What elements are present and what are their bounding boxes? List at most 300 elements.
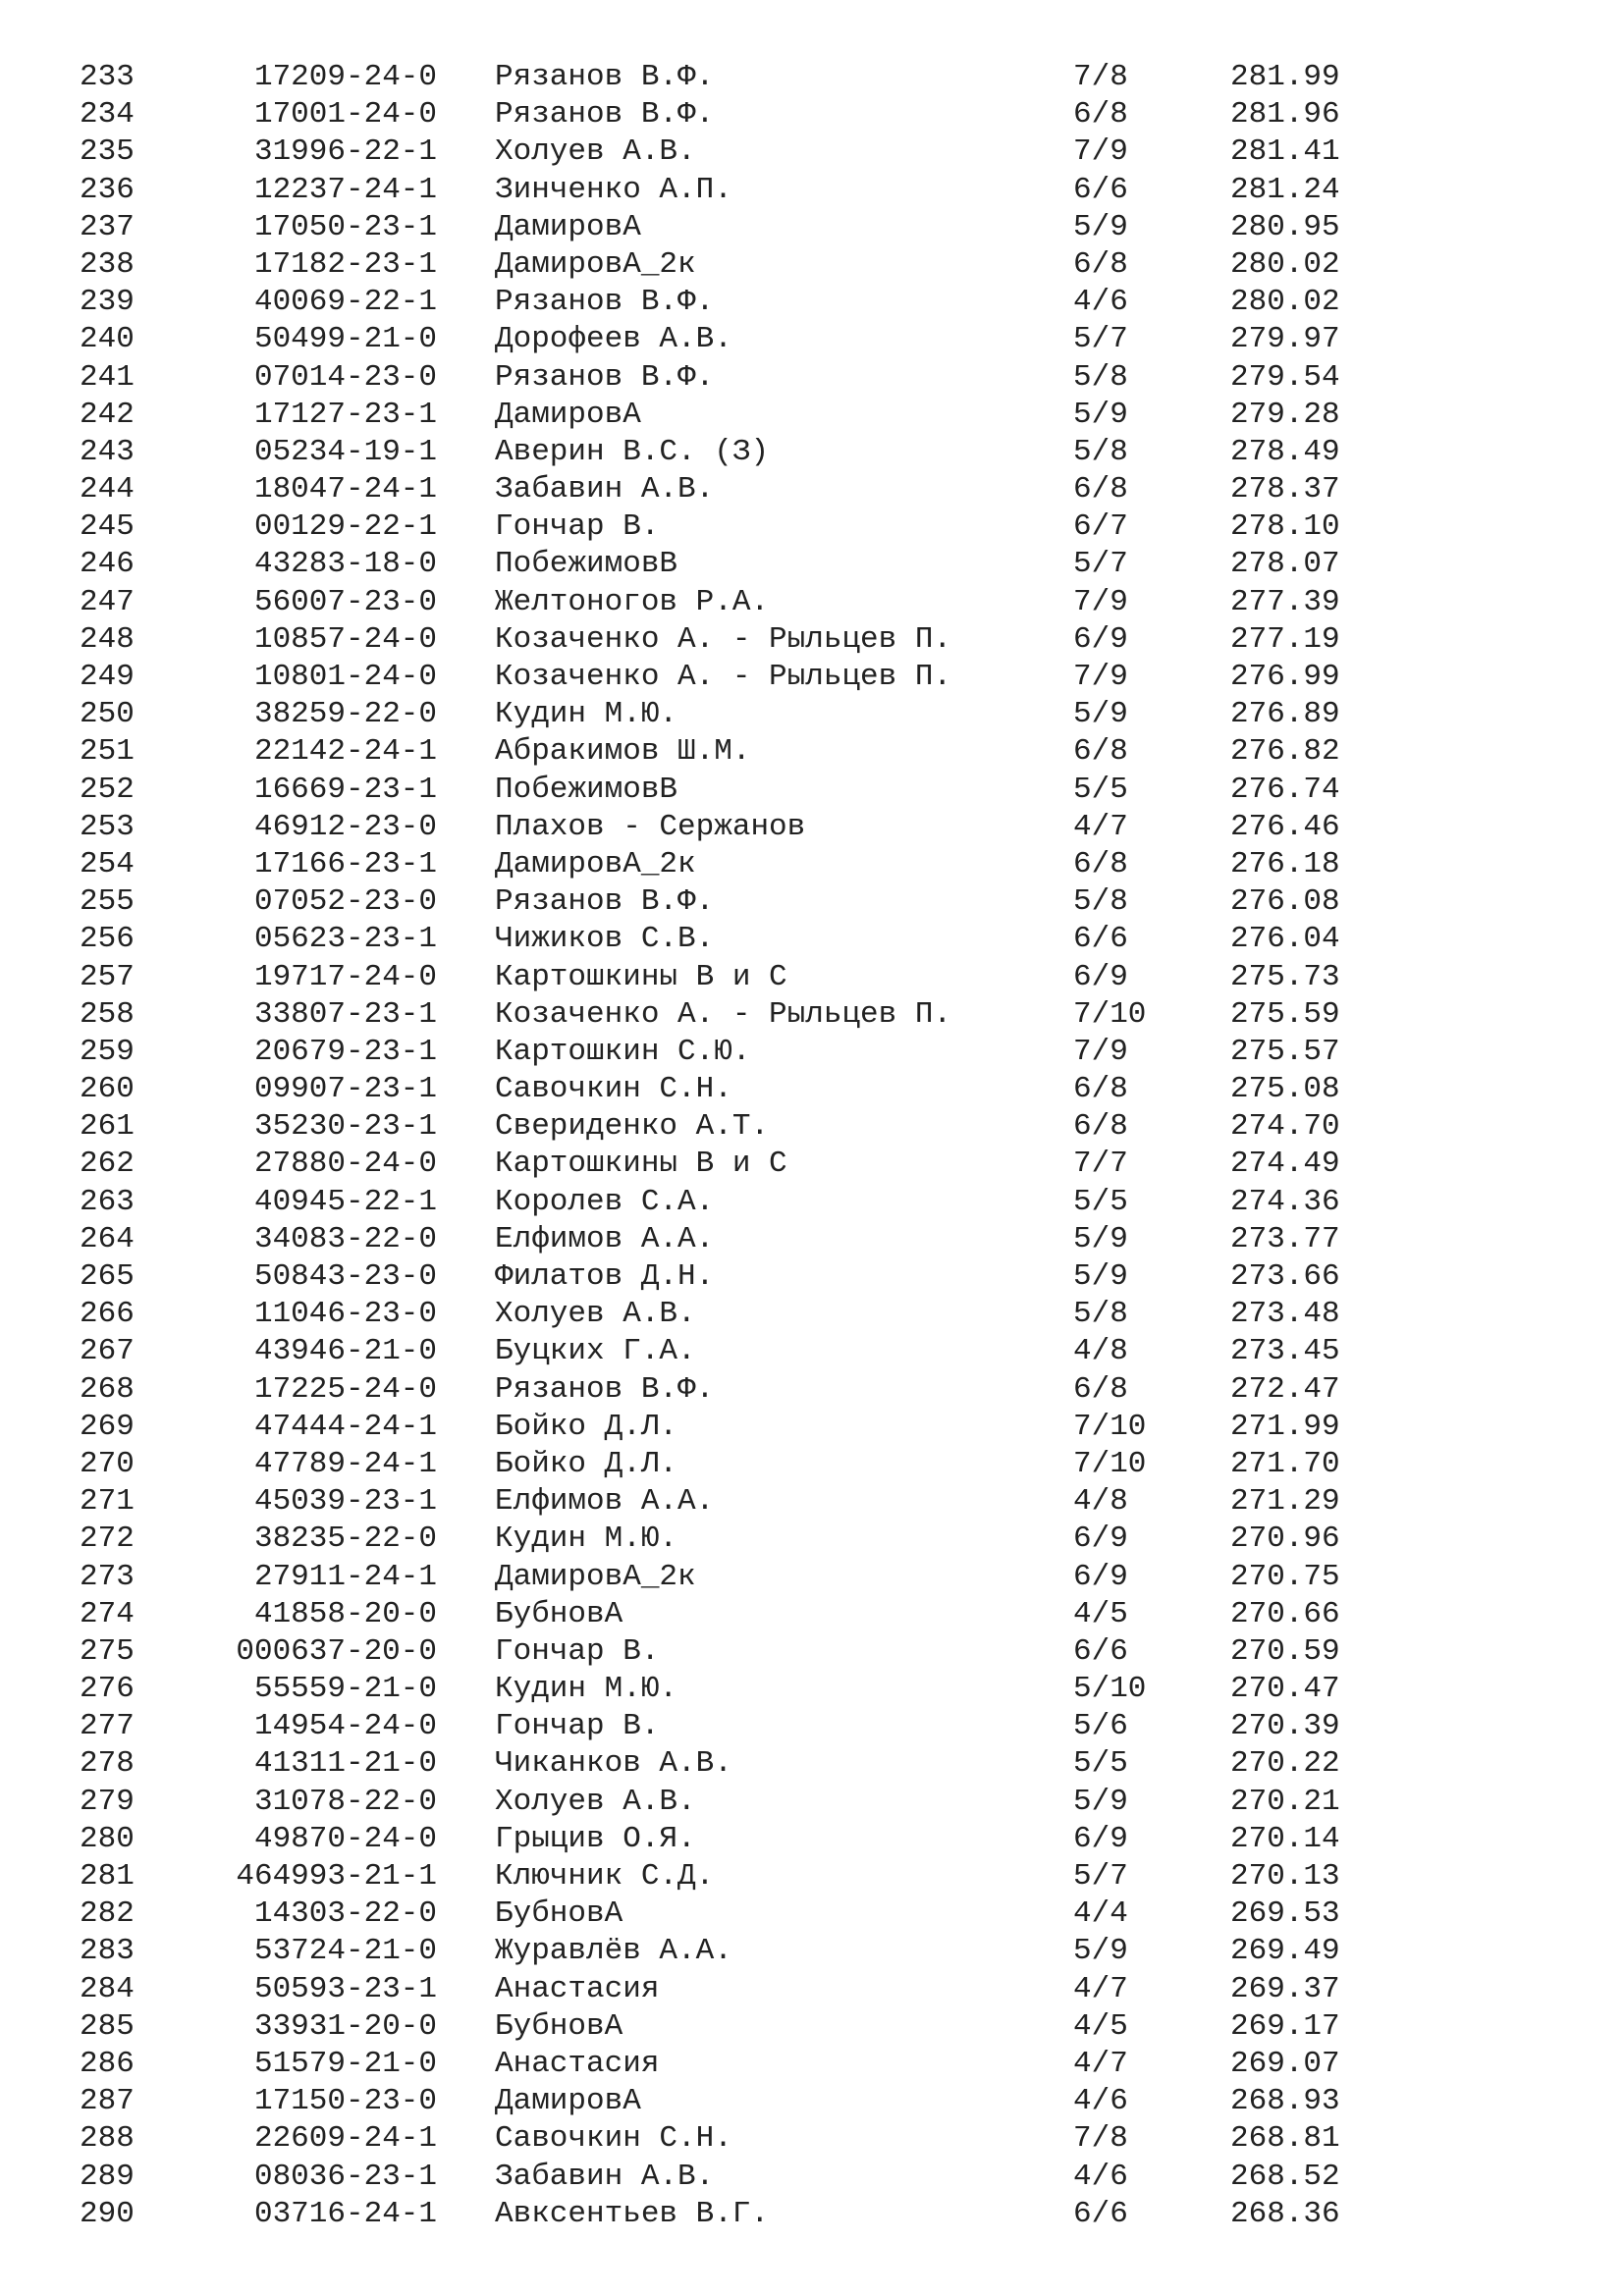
name-cell: Анастасия	[495, 1971, 660, 2006]
ratio-cell: 4/7	[1073, 809, 1128, 844]
rank-cell: 258	[80, 996, 135, 1032]
rank-cell: 238	[80, 246, 135, 282]
rank-cell: 271	[80, 1484, 135, 1520]
table-row	[0, 2159, 1624, 2196]
rank-cell: 256	[80, 922, 135, 957]
name-cell: Журавлёв А.А.	[495, 1934, 732, 1969]
id-cell: 12237-24-1	[253, 172, 437, 207]
score-cell: 273.48	[1230, 1297, 1340, 1332]
id-cell: 22609-24-1	[253, 2121, 437, 2157]
ratio-cell: 6/6	[1073, 2196, 1128, 2231]
table-row	[0, 1784, 1624, 1821]
ratio-cell: 4/4	[1073, 1896, 1128, 1932]
ratio-cell: 5/9	[1073, 697, 1128, 732]
name-cell: БубновА	[495, 2008, 623, 2044]
id-cell: 17050-23-1	[253, 209, 437, 244]
rank-cell: 250	[80, 697, 135, 732]
ratio-cell: 5/9	[1073, 1259, 1128, 1294]
score-cell: 270.66	[1230, 1596, 1340, 1631]
rank-cell: 245	[80, 509, 135, 545]
rank-cell: 289	[80, 2159, 135, 2194]
rank-cell: 249	[80, 660, 135, 694]
table-row	[0, 508, 1624, 546]
rank-cell: 241	[80, 359, 135, 395]
score-cell: 273.77	[1230, 1221, 1340, 1256]
name-cell: Рязанов В.Ф.	[495, 884, 715, 920]
name-cell: ДамировА_2к	[495, 846, 696, 881]
ratio-cell: 7/10	[1073, 1409, 1147, 1444]
ratio-cell: 6/7	[1073, 509, 1128, 545]
score-cell: 280.02	[1230, 246, 1340, 282]
name-cell: Елфимов А.А.	[495, 1221, 715, 1256]
ratio-cell: 6/8	[1073, 1072, 1128, 1107]
rank-cell: 278	[80, 1746, 135, 1782]
score-cell: 278.10	[1230, 509, 1340, 545]
table-row	[0, 1071, 1624, 1108]
id-cell: 19717-24-0	[253, 959, 437, 994]
ratio-cell: 7/10	[1073, 996, 1147, 1032]
score-cell: 269.53	[1230, 1896, 1340, 1932]
rank-cell: 260	[80, 1072, 135, 1107]
score-cell: 278.07	[1230, 547, 1340, 582]
name-cell: Анастасия	[495, 2046, 660, 2081]
ratio-cell: 6/9	[1073, 1821, 1128, 1856]
id-cell: 43946-21-0	[253, 1334, 437, 1369]
rank-cell: 251	[80, 734, 135, 770]
table-row	[0, 1108, 1624, 1146]
ratio-cell: 6/8	[1073, 246, 1128, 282]
id-cell: 55559-21-0	[253, 1672, 437, 1707]
name-cell: Гончар В.	[495, 509, 660, 545]
rank-cell: 266	[80, 1297, 135, 1332]
rank-cell: 276	[80, 1672, 135, 1707]
id-cell: 34083-22-0	[253, 1221, 437, 1256]
table-row	[0, 921, 1624, 958]
table-row	[0, 1596, 1624, 1633]
name-cell: Забавин А.В.	[495, 2159, 715, 2194]
table-row	[0, 1483, 1624, 1521]
ratio-cell: 7/9	[1073, 134, 1128, 170]
ratio-cell: 4/7	[1073, 1971, 1128, 2006]
id-cell: 00129-22-1	[253, 509, 437, 545]
ratio-cell: 7/8	[1073, 2121, 1128, 2157]
table-row	[0, 59, 1624, 96]
table-row	[0, 172, 1624, 209]
score-cell: 278.37	[1230, 472, 1340, 507]
id-cell: 17150-23-0	[253, 2084, 437, 2119]
name-cell: Кудин М.Ю.	[495, 1522, 678, 1557]
id-cell: 35230-23-1	[253, 1109, 437, 1145]
ratio-cell: 6/6	[1073, 922, 1128, 957]
rank-cell: 277	[80, 1709, 135, 1744]
rank-cell: 236	[80, 172, 135, 207]
score-cell: 271.99	[1230, 1409, 1340, 1444]
name-cell: ДамировА_2к	[495, 246, 696, 282]
id-cell: 41858-20-0	[253, 1596, 437, 1631]
rank-cell: 288	[80, 2121, 135, 2157]
name-cell: Грыцив О.Я.	[495, 1821, 696, 1856]
name-cell: Дорофеев А.В.	[495, 322, 732, 357]
id-cell: 000637-20-0	[236, 1633, 437, 1669]
ratio-cell: 6/9	[1073, 1522, 1128, 1557]
score-cell: 281.24	[1230, 172, 1340, 207]
ratio-cell: 5/5	[1073, 1184, 1128, 1219]
id-cell: 14303-22-0	[253, 1896, 437, 1932]
table-row	[0, 1745, 1624, 1783]
rank-cell: 274	[80, 1596, 135, 1631]
name-cell: ДамировА_2к	[495, 1559, 696, 1594]
ratio-cell: 5/7	[1073, 322, 1128, 357]
table-row	[0, 1971, 1624, 2008]
name-cell: Рязанов В.Ф.	[495, 359, 715, 395]
table-row	[0, 1409, 1624, 1446]
score-cell: 269.37	[1230, 1971, 1340, 2006]
results-table	[0, 59, 1624, 2233]
name-cell: Рязанов В.Ф.	[495, 1371, 715, 1407]
name-cell: Зинченко А.П.	[495, 172, 732, 207]
rank-cell: 248	[80, 621, 135, 657]
table-row	[0, 584, 1624, 621]
score-cell: 270.21	[1230, 1784, 1340, 1819]
rank-cell: 275	[80, 1633, 135, 1669]
ratio-cell: 4/7	[1073, 2046, 1128, 2081]
ratio-cell: 6/8	[1073, 472, 1128, 507]
name-cell: Рязанов В.Ф.	[495, 97, 715, 133]
id-cell: 03716-24-1	[253, 2196, 437, 2231]
rank-cell: 262	[80, 1147, 135, 1182]
ratio-cell: 5/7	[1073, 1859, 1128, 1894]
score-cell: 270.96	[1230, 1522, 1340, 1557]
rank-cell: 267	[80, 1334, 135, 1369]
table-row	[0, 96, 1624, 133]
name-cell: БубновА	[495, 1896, 623, 1932]
id-cell: 11046-23-0	[253, 1297, 437, 1332]
id-cell: 47444-24-1	[253, 1409, 437, 1444]
id-cell: 17166-23-1	[253, 846, 437, 881]
table-row	[0, 321, 1624, 358]
rank-cell: 247	[80, 584, 135, 619]
ratio-cell: 7/7	[1073, 1147, 1128, 1182]
id-cell: 16669-23-1	[253, 772, 437, 807]
id-cell: 43283-18-0	[253, 547, 437, 582]
score-cell: 270.14	[1230, 1821, 1340, 1856]
rank-cell: 233	[80, 60, 135, 94]
table-row	[0, 883, 1624, 921]
ratio-cell: 5/9	[1073, 1934, 1128, 1969]
ratio-cell: 7/9	[1073, 584, 1128, 619]
id-cell: 50593-23-1	[253, 1971, 437, 2006]
table-row	[0, 1708, 1624, 1745]
rank-cell: 261	[80, 1109, 135, 1145]
name-cell: Филатов Д.Н.	[495, 1259, 715, 1294]
score-cell: 270.22	[1230, 1746, 1340, 1782]
rank-cell: 284	[80, 1971, 135, 2006]
table-row	[0, 1146, 1624, 1183]
score-cell: 279.28	[1230, 397, 1340, 432]
table-row	[0, 1521, 1624, 1558]
id-cell: 464993-21-1	[236, 1859, 437, 1894]
ratio-cell: 6/8	[1073, 846, 1128, 881]
ratio-cell: 6/8	[1073, 1371, 1128, 1407]
name-cell: Козаченко А. - Рыльцев П.	[495, 621, 952, 657]
id-cell: 10801-24-0	[253, 660, 437, 694]
table-row	[0, 1034, 1624, 1071]
table-row	[0, 809, 1624, 846]
table-row	[0, 2120, 1624, 2158]
rank-cell: 272	[80, 1522, 135, 1557]
name-cell: Плахов - Сержанов	[495, 809, 806, 844]
table-row	[0, 359, 1624, 397]
ratio-cell: 5/6	[1073, 1709, 1128, 1744]
ratio-cell: 7/8	[1073, 60, 1128, 94]
name-cell: Рязанов В.Ф.	[495, 285, 715, 320]
table-row	[0, 246, 1624, 284]
name-cell: Бойко Д.Л.	[495, 1446, 678, 1481]
table-row	[0, 1633, 1624, 1671]
rank-cell: 255	[80, 884, 135, 920]
id-cell: 17182-23-1	[253, 246, 437, 282]
id-cell: 31996-22-1	[253, 134, 437, 170]
score-cell: 276.74	[1230, 772, 1340, 807]
name-cell: Чиканков А.В.	[495, 1746, 732, 1782]
table-row	[0, 2196, 1624, 2233]
score-cell: 268.36	[1230, 2196, 1340, 2231]
ratio-cell: 7/9	[1073, 660, 1128, 694]
ratio-cell: 4/5	[1073, 2008, 1128, 2044]
id-cell: 31078-22-0	[253, 1784, 437, 1819]
table-row	[0, 959, 1624, 996]
rank-cell: 240	[80, 322, 135, 357]
table-row	[0, 546, 1624, 583]
ratio-cell: 4/5	[1073, 1596, 1128, 1631]
ratio-cell: 5/8	[1073, 359, 1128, 395]
table-row	[0, 772, 1624, 809]
name-cell: Гончар В.	[495, 1709, 660, 1744]
id-cell: 07052-23-0	[253, 884, 437, 920]
ratio-cell: 6/6	[1073, 172, 1128, 207]
rank-cell: 281	[80, 1859, 135, 1894]
rank-cell: 264	[80, 1221, 135, 1256]
name-cell: Желтоногов Р.А.	[495, 584, 770, 619]
name-cell: Козаченко А. - Рыльцев П.	[495, 660, 952, 694]
table-row	[0, 1184, 1624, 1221]
score-cell: 281.99	[1230, 60, 1340, 94]
score-cell: 269.17	[1230, 2008, 1340, 2044]
name-cell: Картошкины В и С	[495, 959, 787, 994]
rank-cell: 243	[80, 434, 135, 469]
score-cell: 275.59	[1230, 996, 1340, 1032]
rank-cell: 254	[80, 846, 135, 881]
id-cell: 17001-24-0	[253, 97, 437, 133]
score-cell: 273.45	[1230, 1334, 1340, 1369]
name-cell: Королев С.А.	[495, 1184, 715, 1219]
score-cell: 281.41	[1230, 134, 1340, 170]
name-cell: Бойко Д.Л.	[495, 1409, 678, 1444]
name-cell: ПобежимовВ	[495, 547, 678, 582]
table-row	[0, 733, 1624, 771]
id-cell: 41311-21-0	[253, 1746, 437, 1782]
score-cell: 274.70	[1230, 1109, 1340, 1145]
id-cell: 45039-23-1	[253, 1484, 437, 1520]
id-cell: 50499-21-0	[253, 322, 437, 357]
id-cell: 40069-22-1	[253, 285, 437, 320]
ratio-cell: 4/6	[1073, 285, 1128, 320]
id-cell: 47789-24-1	[253, 1446, 437, 1481]
name-cell: Козаченко А. - Рыльцев П.	[495, 996, 952, 1032]
id-cell: 18047-24-1	[253, 472, 437, 507]
table-row	[0, 397, 1624, 434]
id-cell: 09907-23-1	[253, 1072, 437, 1107]
score-cell: 272.47	[1230, 1371, 1340, 1407]
name-cell: ДамировА	[495, 397, 641, 432]
name-cell: Савочкин С.Н.	[495, 1072, 732, 1107]
table-row	[0, 1371, 1624, 1409]
name-cell: ПобежимовВ	[495, 772, 678, 807]
score-cell: 276.89	[1230, 697, 1340, 732]
rank-cell: 252	[80, 772, 135, 807]
rank-cell: 273	[80, 1559, 135, 1594]
score-cell: 268.93	[1230, 2084, 1340, 2119]
rank-cell: 253	[80, 809, 135, 844]
name-cell: Забавин А.В.	[495, 472, 715, 507]
rank-cell: 242	[80, 397, 135, 432]
table-row	[0, 1896, 1624, 1933]
id-cell: 07014-23-0	[253, 359, 437, 395]
name-cell: Ключник С.Д.	[495, 1859, 715, 1894]
id-cell: 17209-24-0	[253, 60, 437, 94]
table-row	[0, 696, 1624, 733]
rank-cell: 263	[80, 1184, 135, 1219]
table-row	[0, 2083, 1624, 2120]
name-cell: Савочкин С.Н.	[495, 2121, 732, 2157]
id-cell: 17225-24-0	[253, 1371, 437, 1407]
name-cell: Свериденко А.Т.	[495, 1109, 770, 1145]
score-cell: 269.07	[1230, 2046, 1340, 2081]
score-cell: 277.19	[1230, 621, 1340, 657]
name-cell: Кудин М.Ю.	[495, 697, 678, 732]
id-cell: 53724-21-0	[253, 1934, 437, 1969]
ratio-cell: 4/8	[1073, 1484, 1128, 1520]
name-cell: Авксентьев В.Г.	[495, 2196, 770, 2231]
score-cell: 276.82	[1230, 734, 1340, 770]
rank-cell: 268	[80, 1371, 135, 1407]
ratio-cell: 5/8	[1073, 884, 1128, 920]
table-row	[0, 1933, 1624, 1970]
ratio-cell: 5/7	[1073, 547, 1128, 582]
id-cell: 50843-23-0	[253, 1259, 437, 1294]
rank-cell: 280	[80, 1821, 135, 1856]
table-row	[0, 1296, 1624, 1333]
table-row	[0, 846, 1624, 883]
ratio-cell: 6/8	[1073, 1109, 1128, 1145]
id-cell: 22142-24-1	[253, 734, 437, 770]
table-row	[0, 434, 1624, 471]
id-cell: 17127-23-1	[253, 397, 437, 432]
id-cell: 05234-19-1	[253, 434, 437, 469]
score-cell: 280.02	[1230, 285, 1340, 320]
table-row	[0, 284, 1624, 321]
table-row	[0, 1221, 1624, 1258]
ratio-cell: 5/8	[1073, 1297, 1128, 1332]
score-cell: 274.49	[1230, 1147, 1340, 1182]
table-row	[0, 1258, 1624, 1296]
score-cell: 271.70	[1230, 1446, 1340, 1481]
score-cell: 275.73	[1230, 959, 1340, 994]
rank-cell: 234	[80, 97, 135, 133]
ratio-cell: 6/9	[1073, 959, 1128, 994]
score-cell: 268.52	[1230, 2159, 1340, 2194]
id-cell: 08036-23-1	[253, 2159, 437, 2194]
score-cell: 276.08	[1230, 884, 1340, 920]
ratio-cell: 6/9	[1073, 621, 1128, 657]
id-cell: 33931-20-0	[253, 2008, 437, 2044]
name-cell: БубновА	[495, 1596, 623, 1631]
name-cell: Чижиков С.В.	[495, 922, 715, 957]
rank-cell: 237	[80, 209, 135, 244]
ratio-cell: 5/8	[1073, 434, 1128, 469]
name-cell: Рязанов В.Ф.	[495, 60, 715, 94]
id-cell: 38235-22-0	[253, 1522, 437, 1557]
ratio-cell: 5/5	[1073, 772, 1128, 807]
ratio-cell: 5/9	[1073, 209, 1128, 244]
ratio-cell: 7/10	[1073, 1446, 1147, 1481]
ratio-cell: 5/9	[1073, 397, 1128, 432]
score-cell: 279.54	[1230, 359, 1340, 395]
name-cell: Холуев А.В.	[495, 1297, 696, 1332]
name-cell: Картошкины В и С	[495, 1147, 787, 1182]
name-cell: Холуев А.В.	[495, 1784, 696, 1819]
score-cell: 280.95	[1230, 209, 1340, 244]
name-cell: Картошкин С.Ю.	[495, 1034, 751, 1069]
ratio-cell: 6/8	[1073, 97, 1128, 133]
id-cell: 33807-23-1	[253, 996, 437, 1032]
ratio-cell: 6/9	[1073, 1559, 1128, 1594]
table-row	[0, 659, 1624, 696]
rank-cell: 246	[80, 547, 135, 582]
rank-cell: 286	[80, 2046, 135, 2081]
table-row	[0, 1671, 1624, 1708]
ratio-cell: 6/6	[1073, 1633, 1128, 1669]
name-cell: Аверин В.С. (З)	[495, 434, 770, 469]
rank-cell: 265	[80, 1259, 135, 1294]
name-cell: Холуев А.В.	[495, 134, 696, 170]
name-cell: ДамировА	[495, 2084, 641, 2119]
score-cell: 273.66	[1230, 1259, 1340, 1294]
score-cell: 270.47	[1230, 1672, 1340, 1707]
table-row	[0, 1333, 1624, 1370]
id-cell: 40945-22-1	[253, 1184, 437, 1219]
id-cell: 49870-24-0	[253, 1821, 437, 1856]
score-cell: 270.75	[1230, 1559, 1340, 1594]
id-cell: 51579-21-0	[253, 2046, 437, 2081]
table-row	[0, 2008, 1624, 2046]
id-cell: 05623-23-1	[253, 922, 437, 957]
rank-cell: 269	[80, 1409, 135, 1444]
rank-cell: 290	[80, 2196, 135, 2231]
rank-cell: 259	[80, 1034, 135, 1069]
rank-cell: 287	[80, 2084, 135, 2119]
score-cell: 279.97	[1230, 322, 1340, 357]
score-cell: 270.39	[1230, 1709, 1340, 1744]
rank-cell: 285	[80, 2008, 135, 2044]
rank-cell: 282	[80, 1896, 135, 1932]
name-cell: Кудин М.Ю.	[495, 1672, 678, 1707]
table-row	[0, 1821, 1624, 1858]
rank-cell: 235	[80, 134, 135, 170]
ratio-cell: 4/6	[1073, 2084, 1128, 2119]
score-cell: 277.39	[1230, 584, 1340, 619]
score-cell: 275.08	[1230, 1072, 1340, 1107]
